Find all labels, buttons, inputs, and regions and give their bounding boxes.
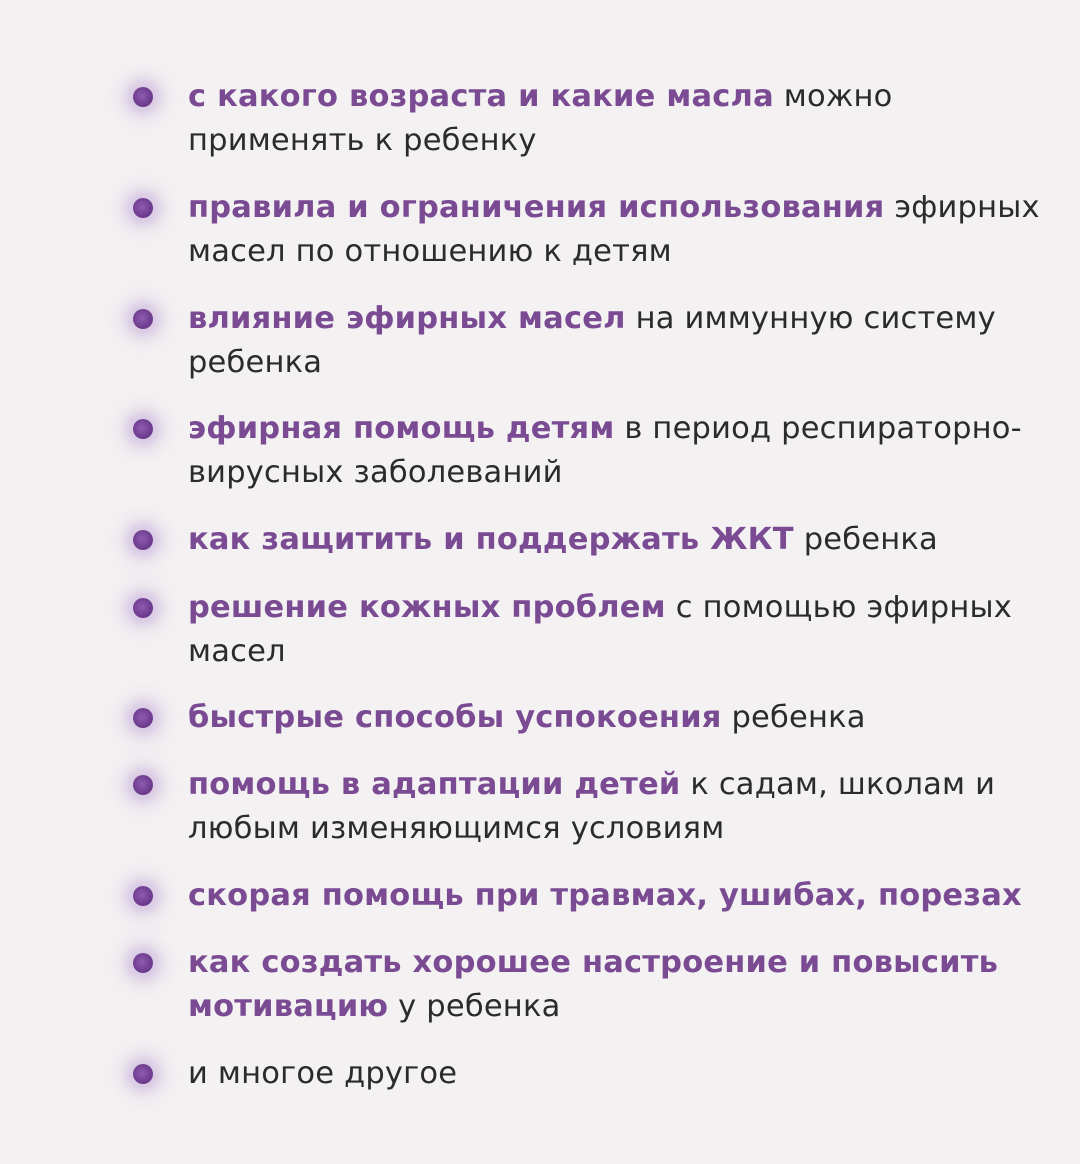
item-highlight: влияние эфирных масел (188, 301, 626, 336)
item-text: ребенка (731, 700, 866, 735)
list-item (188, 696, 1048, 740)
item-text: у ребенка (398, 989, 561, 1024)
item-highlight: решение кожных проблем (188, 590, 666, 625)
list-item (188, 297, 1048, 385)
bullet-icon (133, 775, 153, 795)
item-text: в период респираторно-вирусных заболеваний (188, 411, 1022, 490)
bullet-icon (133, 198, 153, 218)
bullet-icon (133, 1064, 153, 1084)
list-item (188, 763, 1048, 851)
item-highlight: правила и ограничения использования (188, 190, 885, 225)
item-highlight: с какого возраста и какие масла (188, 79, 774, 114)
list-item (188, 186, 1048, 274)
list-item (188, 75, 1048, 163)
item-text: эфирных масел по отношению к детям (188, 190, 1040, 269)
list-item (188, 941, 1048, 1029)
bullet-icon (133, 598, 153, 618)
list-item (188, 1052, 1048, 1096)
item-text: и многое другое (188, 1056, 458, 1091)
item-text: к садам, школам и любым изменяющимся условиям (188, 767, 996, 846)
item-text: можно применять к ребенку (188, 79, 893, 158)
bullet-icon (133, 953, 153, 973)
bullet-icon (133, 708, 153, 728)
item-highlight: эфирная помощь детям (188, 411, 615, 446)
list-item (188, 874, 1058, 918)
list-item (188, 407, 1048, 495)
item-highlight: быстрые способы успокоения (188, 700, 722, 735)
item-text: с помощью эфирных масел (188, 590, 1012, 669)
bullet-icon (133, 886, 153, 906)
item-text: на иммунную систему ребенка (188, 301, 996, 380)
item-highlight: как создать хорошее настроение и повысить мотивацию (188, 945, 999, 1024)
item-text: ребенка (803, 522, 938, 557)
item-highlight: помощь в адаптации детей (188, 767, 681, 802)
list-item (188, 586, 1048, 674)
bullet-icon (133, 309, 153, 329)
bullet-icon (133, 530, 153, 550)
item-highlight: скорая помощь при травмах, ушибах, порезах (188, 878, 1022, 913)
list-item (188, 518, 1048, 562)
bullet-icon (133, 419, 153, 439)
bullet-icon (133, 87, 153, 107)
item-highlight: как защитить и поддержать ЖКТ (188, 522, 794, 557)
